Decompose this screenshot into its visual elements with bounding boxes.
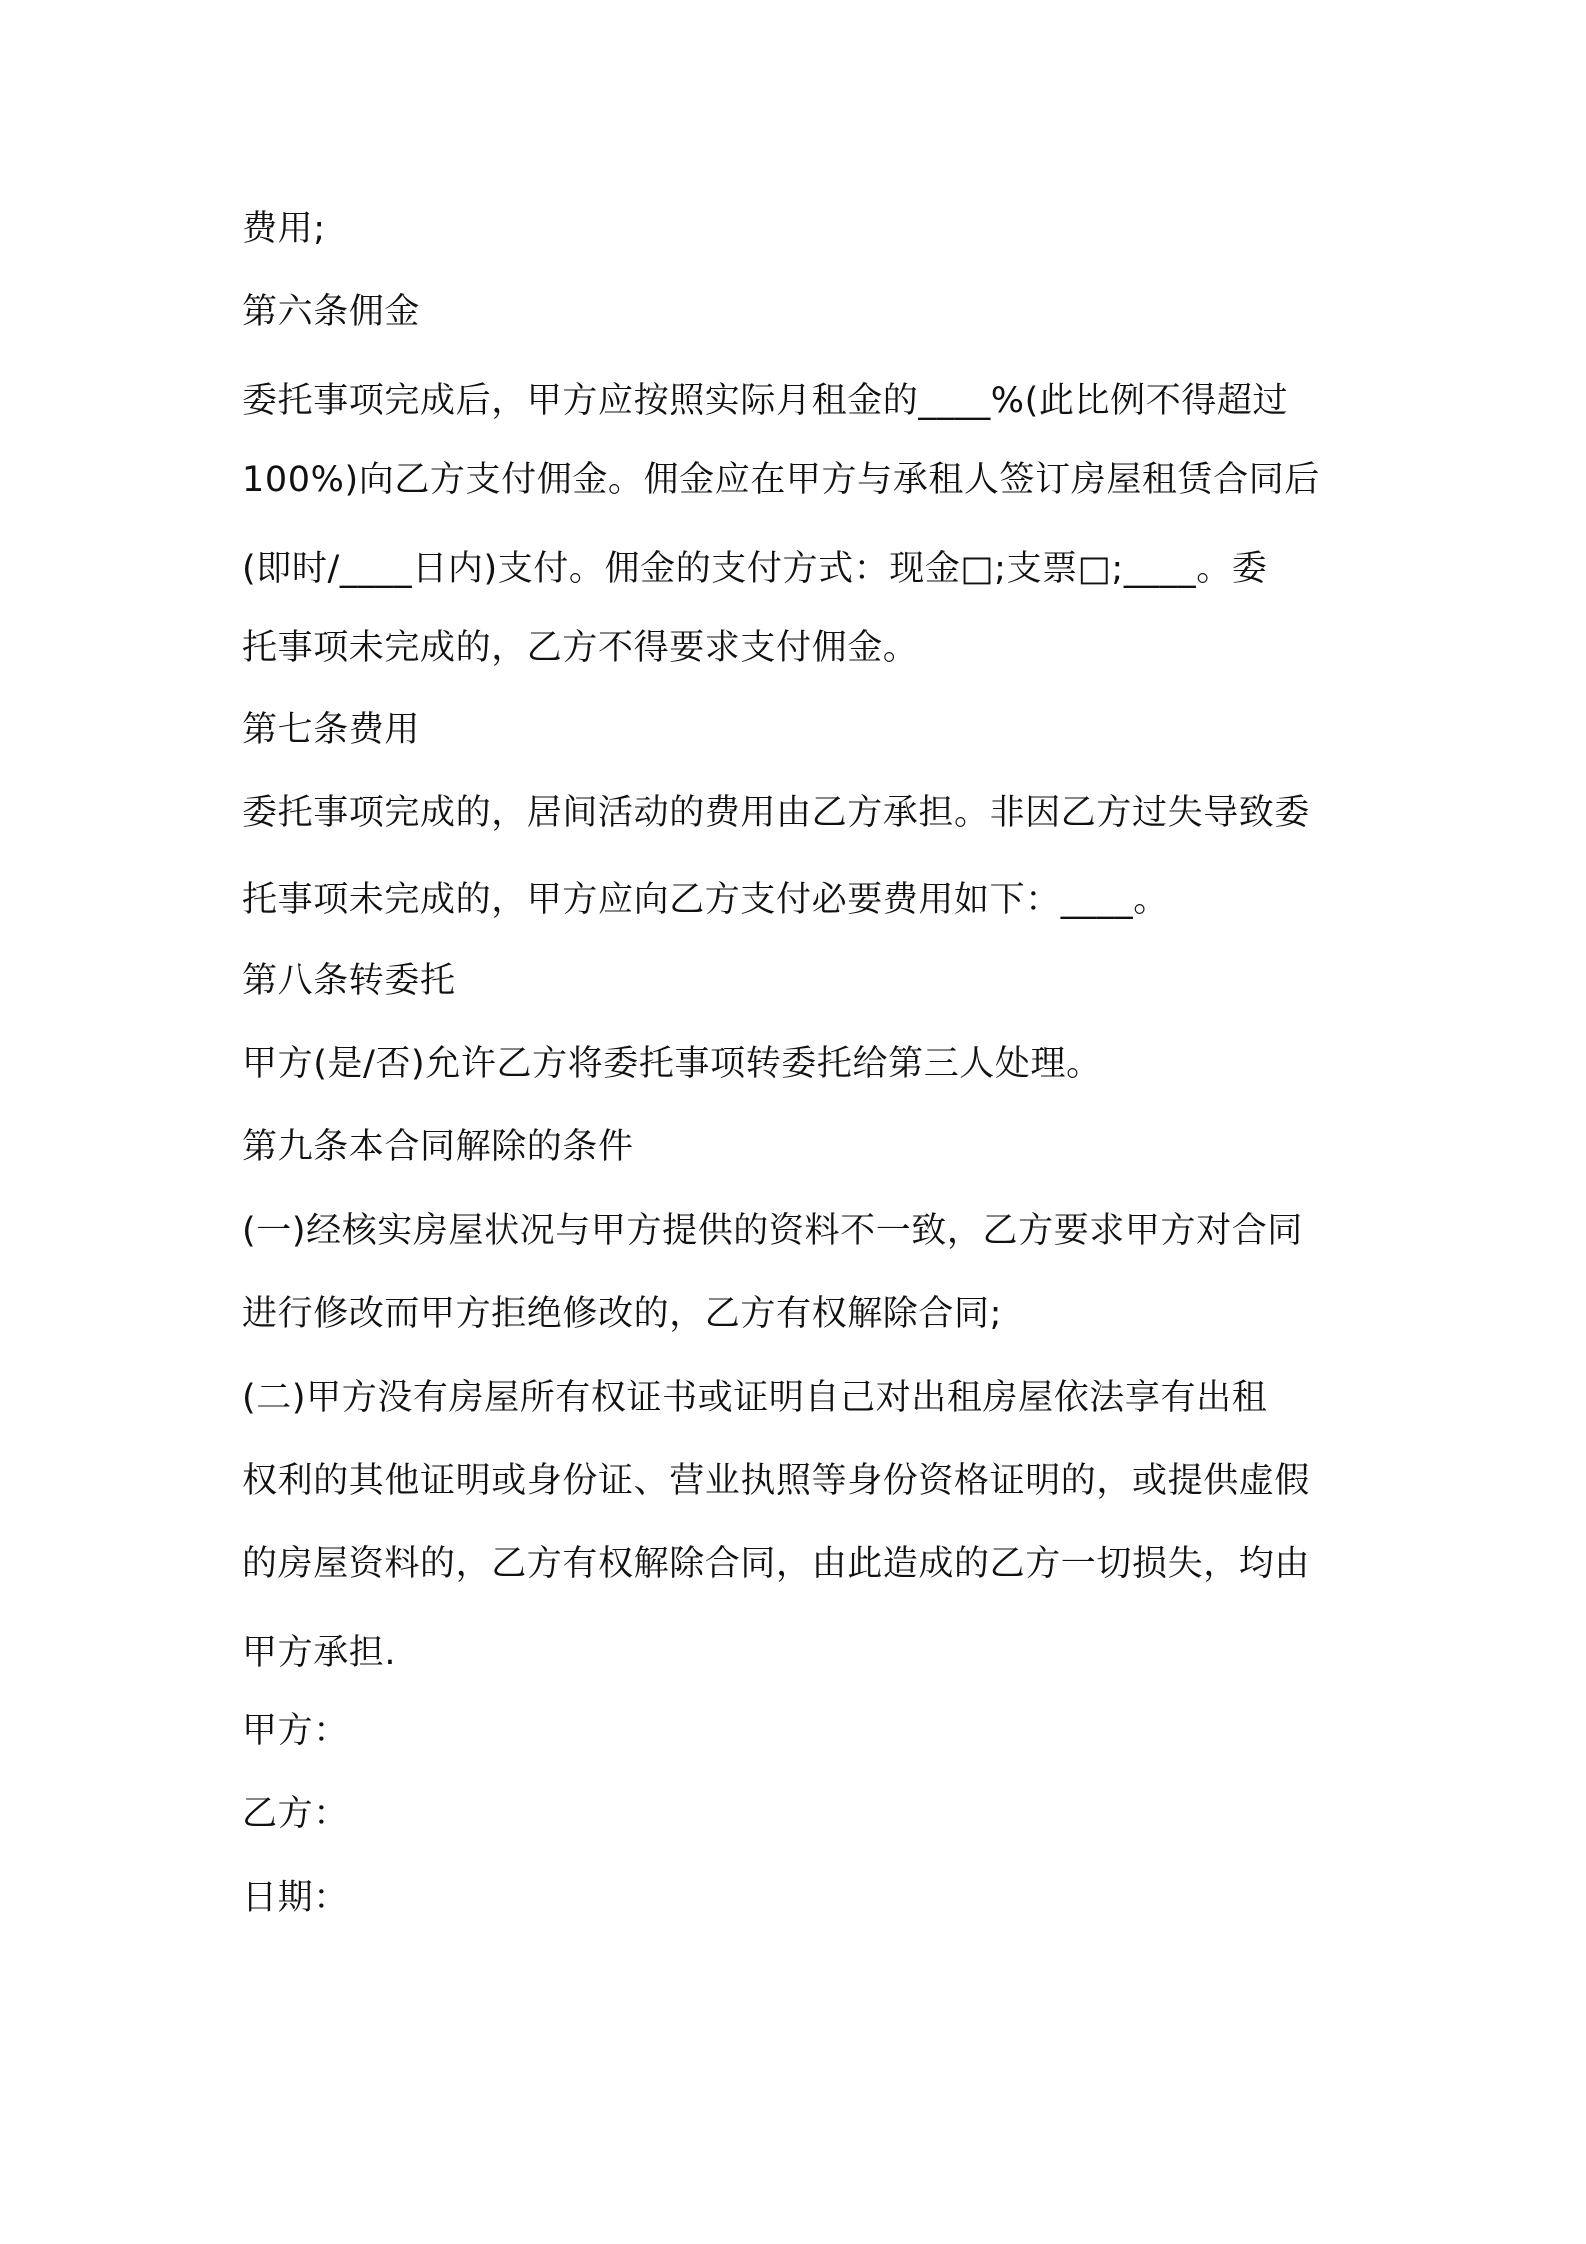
signature-label-date: 日期：	[242, 1878, 349, 1918]
text-line: 甲方承担.	[242, 1633, 397, 1673]
text-line: 甲方(是/否)允许乙方将委托事项转委托给第三人处理。	[242, 1044, 1102, 1084]
signature-label-party-b: 乙方：	[242, 1794, 349, 1834]
text-line: 委托事项完成的，居间活动的费用由乙方承担。非因乙方过失导致委	[242, 793, 1311, 833]
text-line: (一)经核实房屋状况与甲方提供的资料不一致，乙方要求甲方对合同	[242, 1211, 1303, 1251]
text-line-fees-continuation: 费用;	[242, 209, 326, 249]
text-line: (二)甲方没有房屋所有权证书或证明自己对出租房屋依法享有出租	[242, 1378, 1268, 1418]
text-line: 100%)向乙方支付佣金。佣金应在甲方与承租人签订房屋租赁合同后	[242, 460, 1320, 500]
text-line: 托事项未完成的，乙方不得要求支付佣金。	[242, 628, 919, 668]
text-line: 权利的其他证明或身份证、营业执照等身份资格证明的，或提供虚假	[242, 1461, 1311, 1501]
heading-article-7-fees: 第七条费用	[242, 710, 421, 750]
text-line: (即时/____日内)支付。佣金的支付方式：现金□;支票□;____。委	[242, 549, 1268, 589]
heading-article-9-termination: 第九条本合同解除的条件	[242, 1127, 634, 1167]
heading-article-8-sub-delegation: 第八条转委托	[242, 961, 456, 1001]
text-line: 进行修改而甲方拒绝修改的，乙方有权解除合同;	[242, 1294, 1002, 1334]
signature-label-party-a: 甲方：	[242, 1711, 349, 1751]
text-line: 托事项未完成的，甲方应向乙方支付必要费用如下：____。	[242, 880, 1169, 920]
heading-article-6-commission: 第六条佣金	[242, 292, 421, 332]
text-line: 委托事项完成后，甲方应按照实际月租金的____%(此比例不得超过	[242, 381, 1289, 421]
text-line: 的房屋资料的，乙方有权解除合同，由此造成的乙方一切损失，均由	[242, 1544, 1311, 1584]
